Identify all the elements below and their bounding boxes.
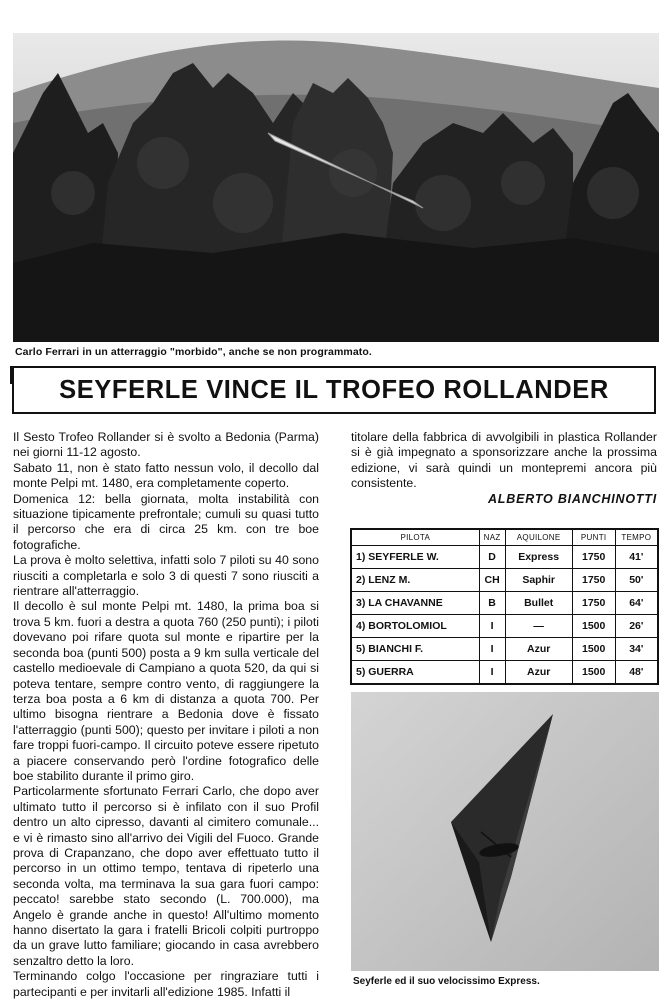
cell-punti: 1500 [572,638,615,661]
paragraph: Il decollo è sul monte Pelpi mt. 1480, la prima boa si trova 5 km. fuori a destra a quota 760 (250 punti); i piloti dovevano poi rifare quota sul monte e ripartire per la seconda boa (punti 500) posta a 9 km sulla verticale del castello medioevale di Campiano a quota 520, da qui si poteva tentare, sempre contro vento, di raggiungere la terza boa posta a 6 km di distanza a quota 700. Per ultimo bisogna rientrare a Bedonia dove è fissato l'atterraggio (punti 500); questo per invitare i piloti a non fare troppi fuori-campo. Il circuito poteve essere ripetuto a piacere conservando però l'ordine fotografico delle boe stabilito durante il primo giro. [13,599,319,783]
body-right-column [351,430,657,492]
cell-naz: I [479,661,505,685]
col-header-punti: PUNTI [572,529,615,546]
cell-aquilone: Bullet [505,592,572,615]
cell-tempo: 41' [615,546,658,569]
right-photo-caption: Seyferle ed il suo velocissimo Express. [353,976,540,987]
paragraph: Sabato 11, non è stato fatto nessun volo, il decollo dal monte Pelpi mt. 1480, era completamente coperto. [13,460,319,491]
col-header-tempo: TEMPO [615,529,658,546]
cell-tempo: 64' [615,592,658,615]
cell-pilota: 2) LENZ M. [351,569,479,592]
cell-naz: I [479,638,505,661]
table-header-row [351,529,658,546]
cell-naz: B [479,592,505,615]
top-photo [13,33,659,342]
table-row [351,569,658,592]
paragraph: Particolarmente sfortunato Ferrari Carlo, che dopo aver ultimato tutto il percorso si è infilato con il suo Profil dentro un alto cipresso, davanti al cimitero comunale... e vi è rimasto sino all'arrivo dei Vigili del Fuoco. Grande prova di Crapanzano, che dopo aver effettuato tutto il percorso in un ottimo tempo, tentava di ripeterlo una seconda volta, ma terminava la sua gara fuori campo: peccato! sarebbe stato secondo (L. 700.000), ma Angelo è grande anche in questo! All'ultimo momento hanno disertato la gara i fratelli Bricoli colpiti purtroppo da un grave lutto familiare; giocando in casa avrebbero senzaltro detto la loro. [13,784,319,968]
cell-aquilone: Azur [505,638,572,661]
results-table [350,528,659,685]
cell-punti: 1500 [572,615,615,638]
table-row [351,546,658,569]
cell-naz: I [479,615,505,638]
cell-tempo: 50' [615,569,658,592]
table-row [351,615,658,638]
paragraph: Terminando colgo l'occasione per ringraziare tutti i partecipanti e per invitarli all'edizione 1985. Infatti il [13,969,319,999]
right-photo [351,692,659,971]
cell-tempo: 48' [615,661,658,685]
paragraph: titolare della fabbrica di avvolgibili in plastica Rollander si è già impegnato a sponsorizzare anche la prossima edizione, vi sarà quindi un montepremi ancora più consistente. [351,430,657,491]
cell-naz: CH [479,569,505,592]
cell-aquilone: Azur [505,661,572,685]
hang-glider-image [351,692,659,971]
cell-naz: D [479,546,505,569]
cell-pilota: 4) BORTOLOMIOL [351,615,479,638]
cell-punti: 1750 [572,569,615,592]
cell-pilota: 3) LA CHAVANNE [351,592,479,615]
cell-tempo: 26' [615,615,658,638]
cell-punti: 1500 [572,661,615,685]
col-header-aquilone: AQUILONE [505,529,572,546]
cell-aquilone: Saphir [505,569,572,592]
table-row [351,592,658,615]
author-name: ALBERTO BIANCHINOTTI [487,492,657,506]
body-left-column [13,430,319,1000]
cell-punti: 1750 [572,546,615,569]
cell-pilota: 5) BIANCHI F. [351,638,479,661]
cell-aquilone: Express [505,546,572,569]
headline: SEYFERLE VINCE IL TROFEO ROLLANDER [59,375,609,404]
forest-hang-glider-image [13,33,659,342]
cell-punti: 1750 [572,592,615,615]
headline-box [12,366,656,414]
cell-aquilone: — [505,615,572,638]
paragraph: Il Sesto Trofeo Rollander si è svolto a Bedonia (Parma) nei giorni 11-12 agosto. [13,430,319,460]
col-header-naz: NAZ [479,529,505,546]
paragraph: La prova è molto selettiva, infatti solo 7 piloti su 40 sono riusciti a completarla e solo 3 di questi 7 sono riusciti a rientrare all'atterraggio. [13,553,319,599]
table-row [351,661,658,685]
col-header-pilota: PILOTA [351,529,479,546]
cell-pilota: 1) SEYFERLE W. [351,546,479,569]
top-photo-caption: Carlo Ferrari in un atterraggio "morbido", anche se non programmato. [15,346,372,358]
cell-tempo: 34' [615,638,658,661]
table-row [351,638,658,661]
cell-pilota: 5) GUERRA [351,661,479,685]
paragraph: Domenica 12: bella giornata, molta instabilità con situazione tipicamente prefrontale; cumuli su quasi tutto il percorso che era di circa 25 km. con tre boe fotografiche. [13,491,319,552]
